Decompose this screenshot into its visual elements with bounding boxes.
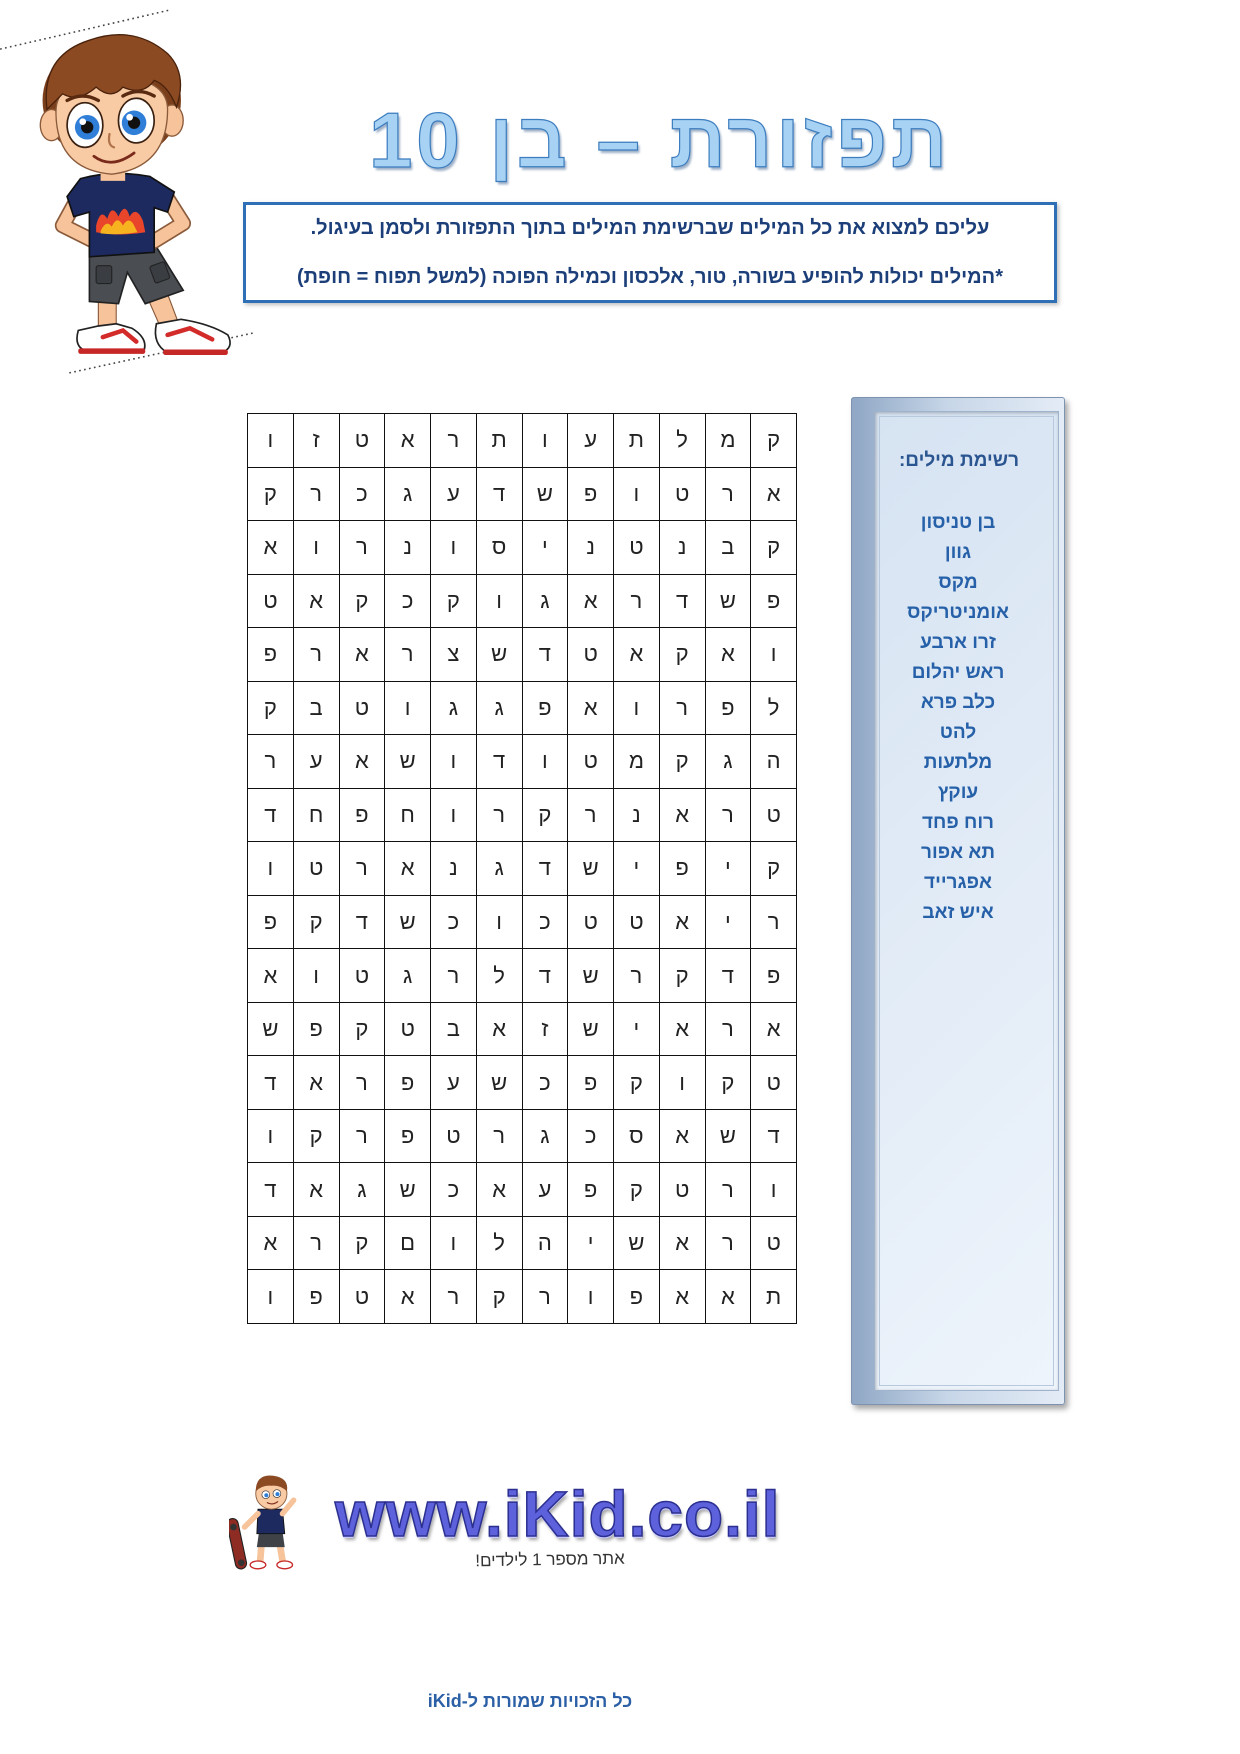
grid-cell: ק	[294, 1110, 339, 1163]
grid-cell: כ	[568, 1110, 613, 1163]
grid-cell: ד	[477, 735, 522, 788]
grid-cell: ד	[751, 1110, 796, 1163]
grid-cell: ו	[568, 1270, 613, 1323]
grid-cell: ק	[706, 1056, 751, 1109]
grid-cell: ק	[477, 1270, 522, 1323]
word-list-item: תא אפור	[921, 842, 995, 863]
grid-cell: א	[660, 789, 705, 842]
grid-cell: ו	[614, 682, 659, 735]
grid-cell: ט	[340, 414, 385, 467]
word-list-item: גוון	[944, 542, 972, 563]
grid-cell: א	[385, 414, 430, 467]
grid-cell: ד	[477, 468, 522, 521]
word-list-item: ראש יהלום	[911, 662, 1005, 683]
grid-cell: ש	[248, 1003, 293, 1056]
skateboard-boy-icon	[229, 1469, 307, 1575]
grid-cell: ס	[477, 521, 522, 574]
grid-cell: ת	[614, 414, 659, 467]
grid-cell: ש	[568, 1003, 613, 1056]
grid-cell: ב	[706, 521, 751, 574]
grid-cell: ו	[294, 949, 339, 1002]
grid-cell: פ	[568, 1163, 613, 1216]
word-list-item: זרו ארבע	[920, 632, 996, 653]
grid-cell: מ	[614, 735, 659, 788]
grid-cell: ו	[248, 842, 293, 895]
grid-cell: א	[248, 949, 293, 1002]
word-search-grid	[247, 413, 797, 1324]
grid-cell: ק	[660, 949, 705, 1002]
grid-cell: א	[385, 842, 430, 895]
grid-cell: ט	[248, 575, 293, 628]
grid-cell: כ	[431, 1163, 476, 1216]
grid-cell: ש	[385, 896, 430, 949]
instructions-box	[243, 202, 1057, 303]
grid-cell: א	[614, 628, 659, 681]
grid-cell: ר	[523, 1270, 568, 1323]
grid-cell: ו	[523, 735, 568, 788]
grid-cell: ו	[614, 468, 659, 521]
grid-cell: י	[706, 842, 751, 895]
grid-cell: ש	[706, 1110, 751, 1163]
grid-cell: ז	[523, 1003, 568, 1056]
grid-cell: פ	[706, 682, 751, 735]
grid-cell: כ	[523, 1056, 568, 1109]
grid-cell: ד	[660, 575, 705, 628]
grid-cell: ו	[431, 521, 476, 574]
grid-cell: ר	[614, 575, 659, 628]
grid-cell: ק	[523, 789, 568, 842]
grid-cell: ו	[248, 414, 293, 467]
grid-cell: ח	[294, 789, 339, 842]
grid-cell: א	[706, 628, 751, 681]
grid-cell: ק	[248, 468, 293, 521]
grid-cell: ט	[431, 1110, 476, 1163]
grid-cell: פ	[340, 789, 385, 842]
word-list-panel	[851, 397, 1065, 1405]
grid-cell: ר	[751, 896, 796, 949]
grid-cell: י	[614, 1003, 659, 1056]
grid-cell: פ	[751, 949, 796, 1002]
grid-cell: ר	[340, 842, 385, 895]
grid-cell: ו	[477, 575, 522, 628]
grid-cell: ד	[523, 949, 568, 1002]
grid-cell: ר	[294, 468, 339, 521]
grid-cell: ק	[294, 896, 339, 949]
grid-cell: ל	[751, 682, 796, 735]
grid-cell: ג	[477, 842, 522, 895]
grid-cell: ג	[523, 1110, 568, 1163]
grid-cell: ק	[751, 521, 796, 574]
word-list-item: רוח פחד	[921, 812, 994, 833]
grid-cell: ר	[706, 789, 751, 842]
grid-cell: ר	[477, 789, 522, 842]
grid-cell: ט	[568, 896, 613, 949]
grid-cell: פ	[751, 575, 796, 628]
grid-cell: א	[385, 1270, 430, 1323]
grid-cell: כ	[523, 896, 568, 949]
grid-cell: י	[614, 842, 659, 895]
grid-cell: א	[751, 468, 796, 521]
grid-cell: פ	[568, 468, 613, 521]
grid-cell: ר	[614, 949, 659, 1002]
grid-cell: פ	[248, 628, 293, 681]
grid-cell: צ	[431, 628, 476, 681]
mascot-boy-icon	[0, 0, 257, 374]
grid-cell: ק	[660, 628, 705, 681]
grid-cell: כ	[340, 468, 385, 521]
grid-cell: ט	[660, 468, 705, 521]
grid-cell: ק	[614, 1056, 659, 1109]
grid-cell: ר	[294, 1217, 339, 1270]
grid-cell: ק	[660, 735, 705, 788]
grid-cell: ע	[568, 414, 613, 467]
grid-cell: ק	[614, 1163, 659, 1216]
grid-cell: ו	[294, 521, 339, 574]
grid-cell: א	[660, 896, 705, 949]
grid-cell: ט	[568, 735, 613, 788]
grid-cell: ר	[706, 1163, 751, 1216]
grid-cell: ל	[477, 949, 522, 1002]
grid-cell: ר	[431, 949, 476, 1002]
grid-cell: א	[477, 1003, 522, 1056]
grid-cell: פ	[385, 1056, 430, 1109]
grid-cell: ס	[614, 1110, 659, 1163]
grid-cell: ט	[385, 1003, 430, 1056]
grid-cell: ר	[340, 521, 385, 574]
grid-cell: פ	[248, 896, 293, 949]
grid-cell: ע	[431, 1056, 476, 1109]
grid-cell: ו	[248, 1270, 293, 1323]
grid-cell: ק	[431, 575, 476, 628]
word-list-item: איש זאב	[922, 902, 994, 923]
grid-cell: ר	[706, 1217, 751, 1270]
grid-cell: ב	[431, 1003, 476, 1056]
grid-cell: נ	[385, 521, 430, 574]
grid-cell: ט	[614, 896, 659, 949]
grid-cell: ד	[523, 628, 568, 681]
grid-cell: ו	[660, 1056, 705, 1109]
grid-cell: ר	[477, 1110, 522, 1163]
word-list-panel-inner	[874, 411, 1059, 1391]
grid-cell: כ	[385, 575, 430, 628]
grid-cell: ם	[385, 1217, 430, 1270]
grid-cell: א	[340, 628, 385, 681]
grid-cell: ו	[431, 735, 476, 788]
grid-cell: א	[340, 735, 385, 788]
grid-cell: ה	[523, 1217, 568, 1270]
grid-cell: ש	[568, 949, 613, 1002]
grid-cell: ש	[385, 1163, 430, 1216]
grid-cell: מ	[706, 414, 751, 467]
word-list-item: מקס	[938, 572, 978, 593]
grid-cell: א	[660, 1217, 705, 1270]
grid-cell: ט	[340, 682, 385, 735]
grid-cell: פ	[294, 1003, 339, 1056]
grid-cell: י	[523, 521, 568, 574]
grid-cell: ש	[568, 842, 613, 895]
grid-cell: ו	[523, 414, 568, 467]
grid-cell: ש	[614, 1217, 659, 1270]
grid-cell: ג	[385, 949, 430, 1002]
grid-cell: ט	[751, 789, 796, 842]
grid-cell: ר	[248, 735, 293, 788]
word-list-item: אפגרייד	[924, 872, 992, 893]
grid-cell: ש	[477, 1056, 522, 1109]
grid-cell: ר	[660, 682, 705, 735]
grid-cell: ג	[706, 735, 751, 788]
grid-cell: א	[477, 1163, 522, 1216]
grid-cell: ר	[568, 789, 613, 842]
grid-cell: א	[294, 1056, 339, 1109]
grid-cell: ק	[751, 414, 796, 467]
grid-cell: ו	[751, 1163, 796, 1216]
grid-cell: א	[706, 1270, 751, 1323]
grid-cell: פ	[660, 842, 705, 895]
instructions-line-1: עליכם למצוא את כל המילים שברשימת המילים בתוך התפזורת ולסמן בעיגול.	[310, 217, 990, 239]
word-list-item: עוקץ	[937, 782, 979, 803]
grid-cell: פ	[294, 1270, 339, 1323]
grid-cell: ח	[385, 789, 430, 842]
grid-cell: ז	[294, 414, 339, 467]
grid-cell: ש	[385, 735, 430, 788]
grid-cell: ק	[340, 575, 385, 628]
site-logo-text: www.iKid.co.il	[335, 1478, 781, 1550]
grid-cell: ר	[431, 414, 476, 467]
grid-cell: א	[660, 1003, 705, 1056]
grid-cell: ג	[431, 682, 476, 735]
grid-cell: ק	[751, 842, 796, 895]
grid-cell: ה	[751, 735, 796, 788]
grid-cell: ג	[523, 575, 568, 628]
grid-cell: ש	[477, 628, 522, 681]
grid-cell: ר	[431, 1270, 476, 1323]
grid-cell: א	[660, 1110, 705, 1163]
word-list-heading: רשימת מילים:	[898, 450, 1020, 471]
grid-cell: ד	[523, 842, 568, 895]
grid-cell: ע	[523, 1163, 568, 1216]
grid-cell: ט	[340, 1270, 385, 1323]
grid-cell: פ	[568, 1056, 613, 1109]
grid-cell: ק	[340, 1217, 385, 1270]
grid-cell: ע	[294, 735, 339, 788]
grid-cell: א	[294, 1163, 339, 1216]
site-tagline: אתר מספר 1 לילדים!	[475, 1548, 625, 1571]
grid-cell: נ	[660, 521, 705, 574]
grid-cell: ר	[340, 1056, 385, 1109]
grid-cell: פ	[523, 682, 568, 735]
grid-cell: ק	[248, 682, 293, 735]
grid-cell: א	[294, 575, 339, 628]
grid-cell: ט	[660, 1163, 705, 1216]
grid-cell: ג	[477, 682, 522, 735]
grid-cell: א	[751, 1003, 796, 1056]
grid-cell: ו	[431, 789, 476, 842]
grid-cell: א	[568, 682, 613, 735]
grid-cell: ר	[706, 1003, 751, 1056]
grid-cell: ק	[340, 1003, 385, 1056]
grid-cell: נ	[614, 789, 659, 842]
grid-cell: ו	[248, 1110, 293, 1163]
grid-cell: כ	[431, 896, 476, 949]
grid-cell: ש	[523, 468, 568, 521]
grid-cell: ת	[751, 1270, 796, 1323]
grid-cell: ר	[385, 628, 430, 681]
grid-cell: ו	[751, 628, 796, 681]
grid-cell: ג	[385, 468, 430, 521]
grid-cell: פ	[614, 1270, 659, 1323]
grid-cell: נ	[568, 521, 613, 574]
grid-cell: א	[248, 1217, 293, 1270]
grid-cell: ר	[340, 1110, 385, 1163]
page-title: תפזורת – בן 10	[368, 96, 952, 184]
grid-cell: נ	[431, 842, 476, 895]
grid-cell: ר	[294, 628, 339, 681]
grid-cell: ג	[340, 1163, 385, 1216]
word-list-item: בן טניסון	[920, 512, 996, 533]
grid-cell: ד	[340, 896, 385, 949]
instructions-line-2: *המילים יכולות להופיע בשורה, טור, אלכסון וכמילה הפוכה (למשל תפוח = חופת)	[297, 266, 1003, 288]
grid-cell: ע	[431, 468, 476, 521]
grid-cell: ד	[248, 789, 293, 842]
grid-cell: פ	[385, 1110, 430, 1163]
grid-cell: ט	[751, 1217, 796, 1270]
grid-cell: ר	[706, 468, 751, 521]
grid-cell: ד	[706, 949, 751, 1002]
grid-cell: ט	[751, 1056, 796, 1109]
grid-cell: ש	[706, 575, 751, 628]
grid-cell: ט	[614, 521, 659, 574]
word-list-item: מלתעות	[923, 752, 993, 773]
grid-cell: ט	[568, 628, 613, 681]
grid-cell: ו	[477, 896, 522, 949]
grid-cell: ד	[248, 1056, 293, 1109]
grid-cell: ו	[385, 682, 430, 735]
word-list-item: אומניטריקס	[907, 602, 1009, 623]
grid-cell: ת	[477, 414, 522, 467]
grid-cell: י	[706, 896, 751, 949]
grid-cell: א	[568, 575, 613, 628]
grid-cell: ו	[431, 1217, 476, 1270]
grid-cell: ב	[294, 682, 339, 735]
grid-cell: א	[660, 1270, 705, 1323]
grid-cell: ט	[340, 949, 385, 1002]
copyright-notice: כל הזכויות שמורות ל-iKid	[427, 1691, 633, 1711]
grid-cell: ל	[660, 414, 705, 467]
grid-cell: ל	[477, 1217, 522, 1270]
grid-cell: ט	[294, 842, 339, 895]
word-list-item: כלב פרא	[920, 692, 996, 713]
grid-cell: א	[248, 521, 293, 574]
word-list	[875, 508, 1058, 928]
word-list-item: להט	[939, 722, 977, 743]
grid-cell: י	[568, 1217, 613, 1270]
grid-cell: ד	[248, 1163, 293, 1216]
